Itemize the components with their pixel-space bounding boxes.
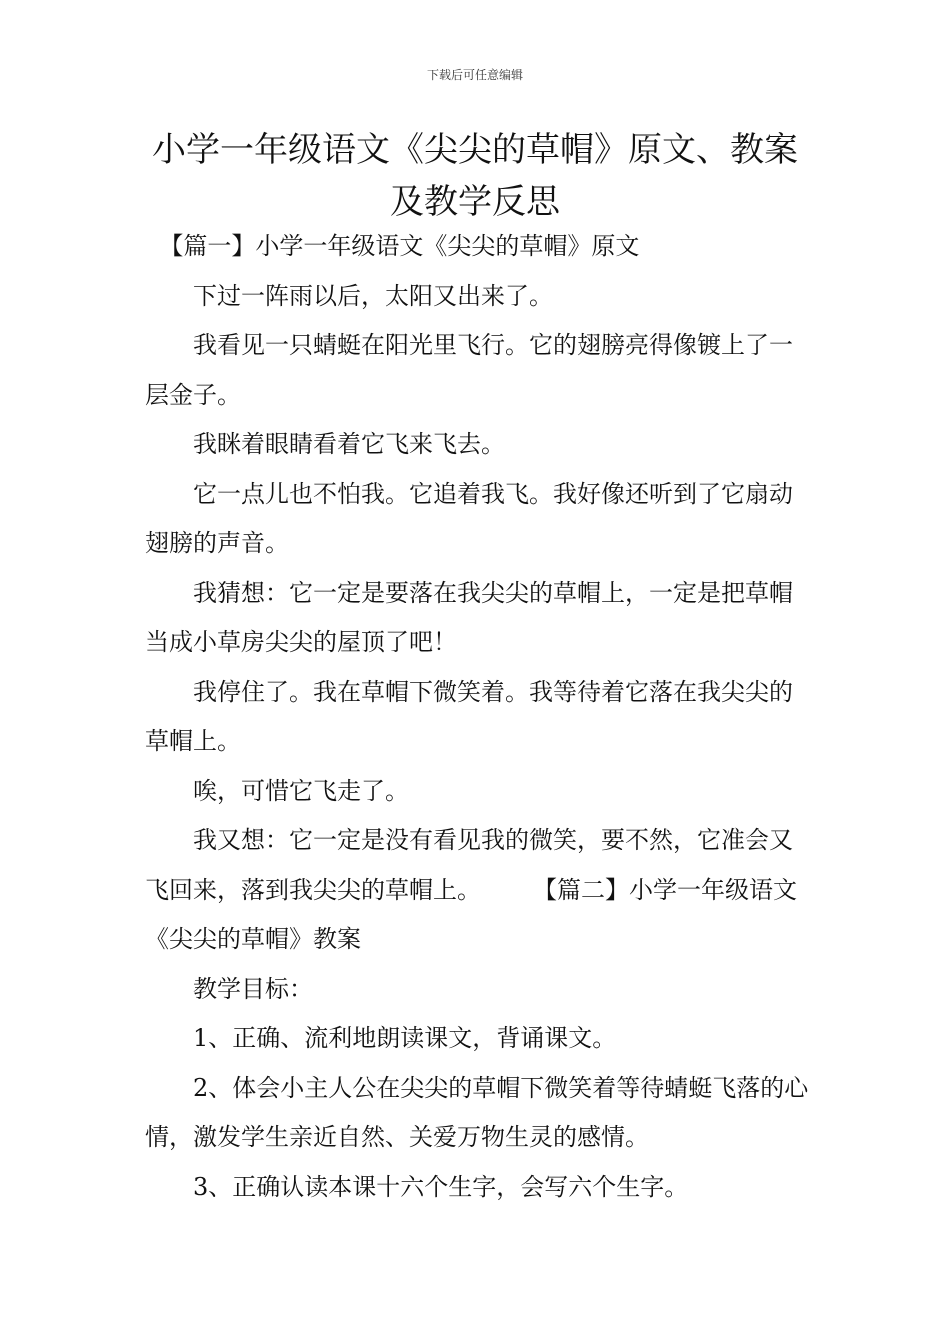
paragraph: 我又想：它一定是没有看见我的微笑，要不然，它准会又飞回来，落到我尖尖的草帽上。	[145, 826, 793, 904]
document-body	[145, 222, 810, 1212]
paragraph: 我眯着眼睛看着它飞来飞去。	[193, 430, 505, 458]
paragraph-with-section-heading	[145, 816, 810, 965]
paragraph: 我停住了。我在草帽下微笑着。我等待着它落在我尖尖的草帽上。	[145, 677, 793, 755]
goal-item: 1、正确、流利地朗读课文，背诵课文。	[193, 1024, 617, 1052]
header-note: 下载后可任意编辑	[426, 68, 523, 82]
goal-item: 3、正确认读本课十六个生字，会写六个生字。	[193, 1172, 689, 1201]
teaching-goals-label: 教学目标：	[193, 974, 313, 1003]
goal-item: 2、体会小主人公在尖尖的草帽下微笑着等待蜻蜓飞落的心情，激发学生亲近自然、关爱万物生灵的感情。	[145, 1073, 809, 1151]
document-title: 小学一年级语文《尖尖的草帽》原文、教案及教学反思	[152, 130, 798, 222]
paragraph: 我看见一只蜻蜓在阳光里飞行。它的翅膀亮得像镀上了一层金子。	[145, 331, 793, 409]
paragraph: 它一点儿也不怕我。它追着我飞。我好像还听到了它扇动翅膀的声音。	[145, 479, 793, 557]
paragraph: 下过一阵雨以后，太阳又出来了。	[193, 281, 553, 310]
paragraph: 我猜想：它一定是要落在我尖尖的草帽上，一定是把草帽当成小草房尖尖的屋顶了吧！	[145, 578, 793, 656]
section-heading-2: 【篇二】小学一年级语文《尖尖的草帽》教案	[145, 875, 797, 953]
section-heading-1: 【篇一】小学一年级语文《尖尖的草帽》原文	[159, 232, 640, 260]
paragraph: 唉，可惜它飞走了。	[193, 776, 409, 805]
